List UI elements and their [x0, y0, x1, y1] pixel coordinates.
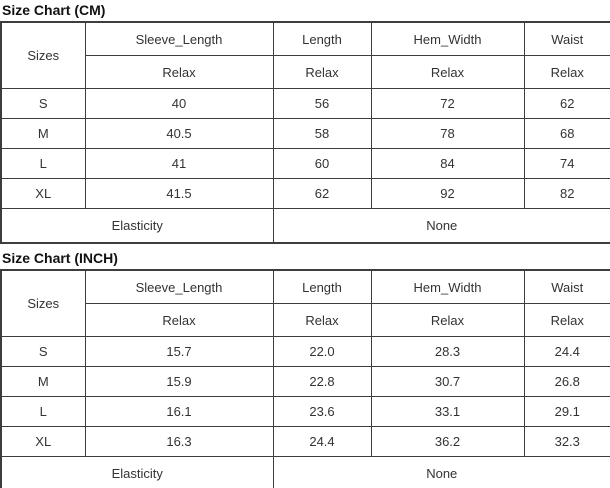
value-cell: 82 [524, 179, 610, 209]
value-cell: 22.0 [273, 337, 371, 367]
fit-cell: Relax [273, 56, 371, 89]
value-cell: 24.4 [524, 337, 610, 367]
value-cell: 23.6 [273, 397, 371, 427]
value-cell: 29.1 [524, 397, 610, 427]
elasticity-value-cell: None [273, 209, 610, 244]
size-chart-cm-table [0, 21, 610, 244]
size-label-cell: M [1, 119, 85, 149]
column-header-length: Length [273, 270, 371, 304]
size-label-cell: L [1, 149, 85, 179]
table-row-elasticity [1, 209, 610, 244]
fit-cell: Relax [85, 304, 273, 337]
value-cell: 40.5 [85, 119, 273, 149]
value-cell: 62 [273, 179, 371, 209]
value-cell: 30.7 [371, 367, 524, 397]
value-cell: 15.7 [85, 337, 273, 367]
value-cell: 26.8 [524, 367, 610, 397]
column-header-waist: Waist [524, 22, 610, 56]
table-row-size-xl [1, 427, 610, 457]
value-cell: 74 [524, 149, 610, 179]
table-row-size-m [1, 119, 610, 149]
value-cell: 32.3 [524, 427, 610, 457]
value-cell: 22.8 [273, 367, 371, 397]
value-cell: 41.5 [85, 179, 273, 209]
table-row [1, 304, 610, 337]
value-cell: 92 [371, 179, 524, 209]
sizes-header-cell: Sizes [1, 270, 85, 337]
value-cell: 56 [273, 89, 371, 119]
fit-cell: Relax [524, 304, 610, 337]
size-chart-inch-table [0, 269, 610, 488]
value-cell: 78 [371, 119, 524, 149]
table-row-size-s [1, 337, 610, 367]
value-cell: 68 [524, 119, 610, 149]
column-header-length: Length [273, 22, 371, 56]
value-cell: 58 [273, 119, 371, 149]
table-row [1, 270, 610, 304]
size-label-cell: M [1, 367, 85, 397]
value-cell: 72 [371, 89, 524, 119]
size-label-cell: XL [1, 179, 85, 209]
elasticity-value-cell: None [273, 457, 610, 488]
sizes-header-cell: Sizes [1, 22, 85, 89]
value-cell: 15.9 [85, 367, 273, 397]
size-chart-inch-title: Size Chart (INCH) [2, 250, 118, 266]
table-row-size-xl [1, 179, 610, 209]
size-label-cell: L [1, 397, 85, 427]
value-cell: 41 [85, 149, 273, 179]
column-header-waist: Waist [524, 270, 610, 304]
value-cell: 33.1 [371, 397, 524, 427]
value-cell: 60 [273, 149, 371, 179]
value-cell: 16.1 [85, 397, 273, 427]
table-row [1, 22, 610, 56]
table-row-size-l [1, 149, 610, 179]
size-label-cell: S [1, 89, 85, 119]
column-header-hem-width: Hem_Width [371, 22, 524, 56]
value-cell: 16.3 [85, 427, 273, 457]
size-label-cell: XL [1, 427, 85, 457]
fit-cell: Relax [273, 304, 371, 337]
value-cell: 40 [85, 89, 273, 119]
column-header-hem-width: Hem_Width [371, 270, 524, 304]
fit-cell: Relax [371, 56, 524, 89]
value-cell: 36.2 [371, 427, 524, 457]
table-row-elasticity [1, 457, 610, 488]
column-header-sleeve-length: Sleeve_Length [85, 22, 273, 56]
table-row-size-l [1, 397, 610, 427]
column-header-sleeve-length: Sleeve_Length [85, 270, 273, 304]
fit-cell: Relax [85, 56, 273, 89]
size-chart-cm-title: Size Chart (CM) [2, 2, 106, 18]
table-row [1, 56, 610, 89]
table-row-size-m [1, 367, 610, 397]
value-cell: 62 [524, 89, 610, 119]
elasticity-label-cell: Elasticity [1, 209, 273, 244]
table-row-size-s [1, 89, 610, 119]
value-cell: 28.3 [371, 337, 524, 367]
value-cell: 84 [371, 149, 524, 179]
fit-cell: Relax [371, 304, 524, 337]
size-label-cell: S [1, 337, 85, 367]
elasticity-label-cell: Elasticity [1, 457, 273, 488]
value-cell: 24.4 [273, 427, 371, 457]
fit-cell: Relax [524, 56, 610, 89]
